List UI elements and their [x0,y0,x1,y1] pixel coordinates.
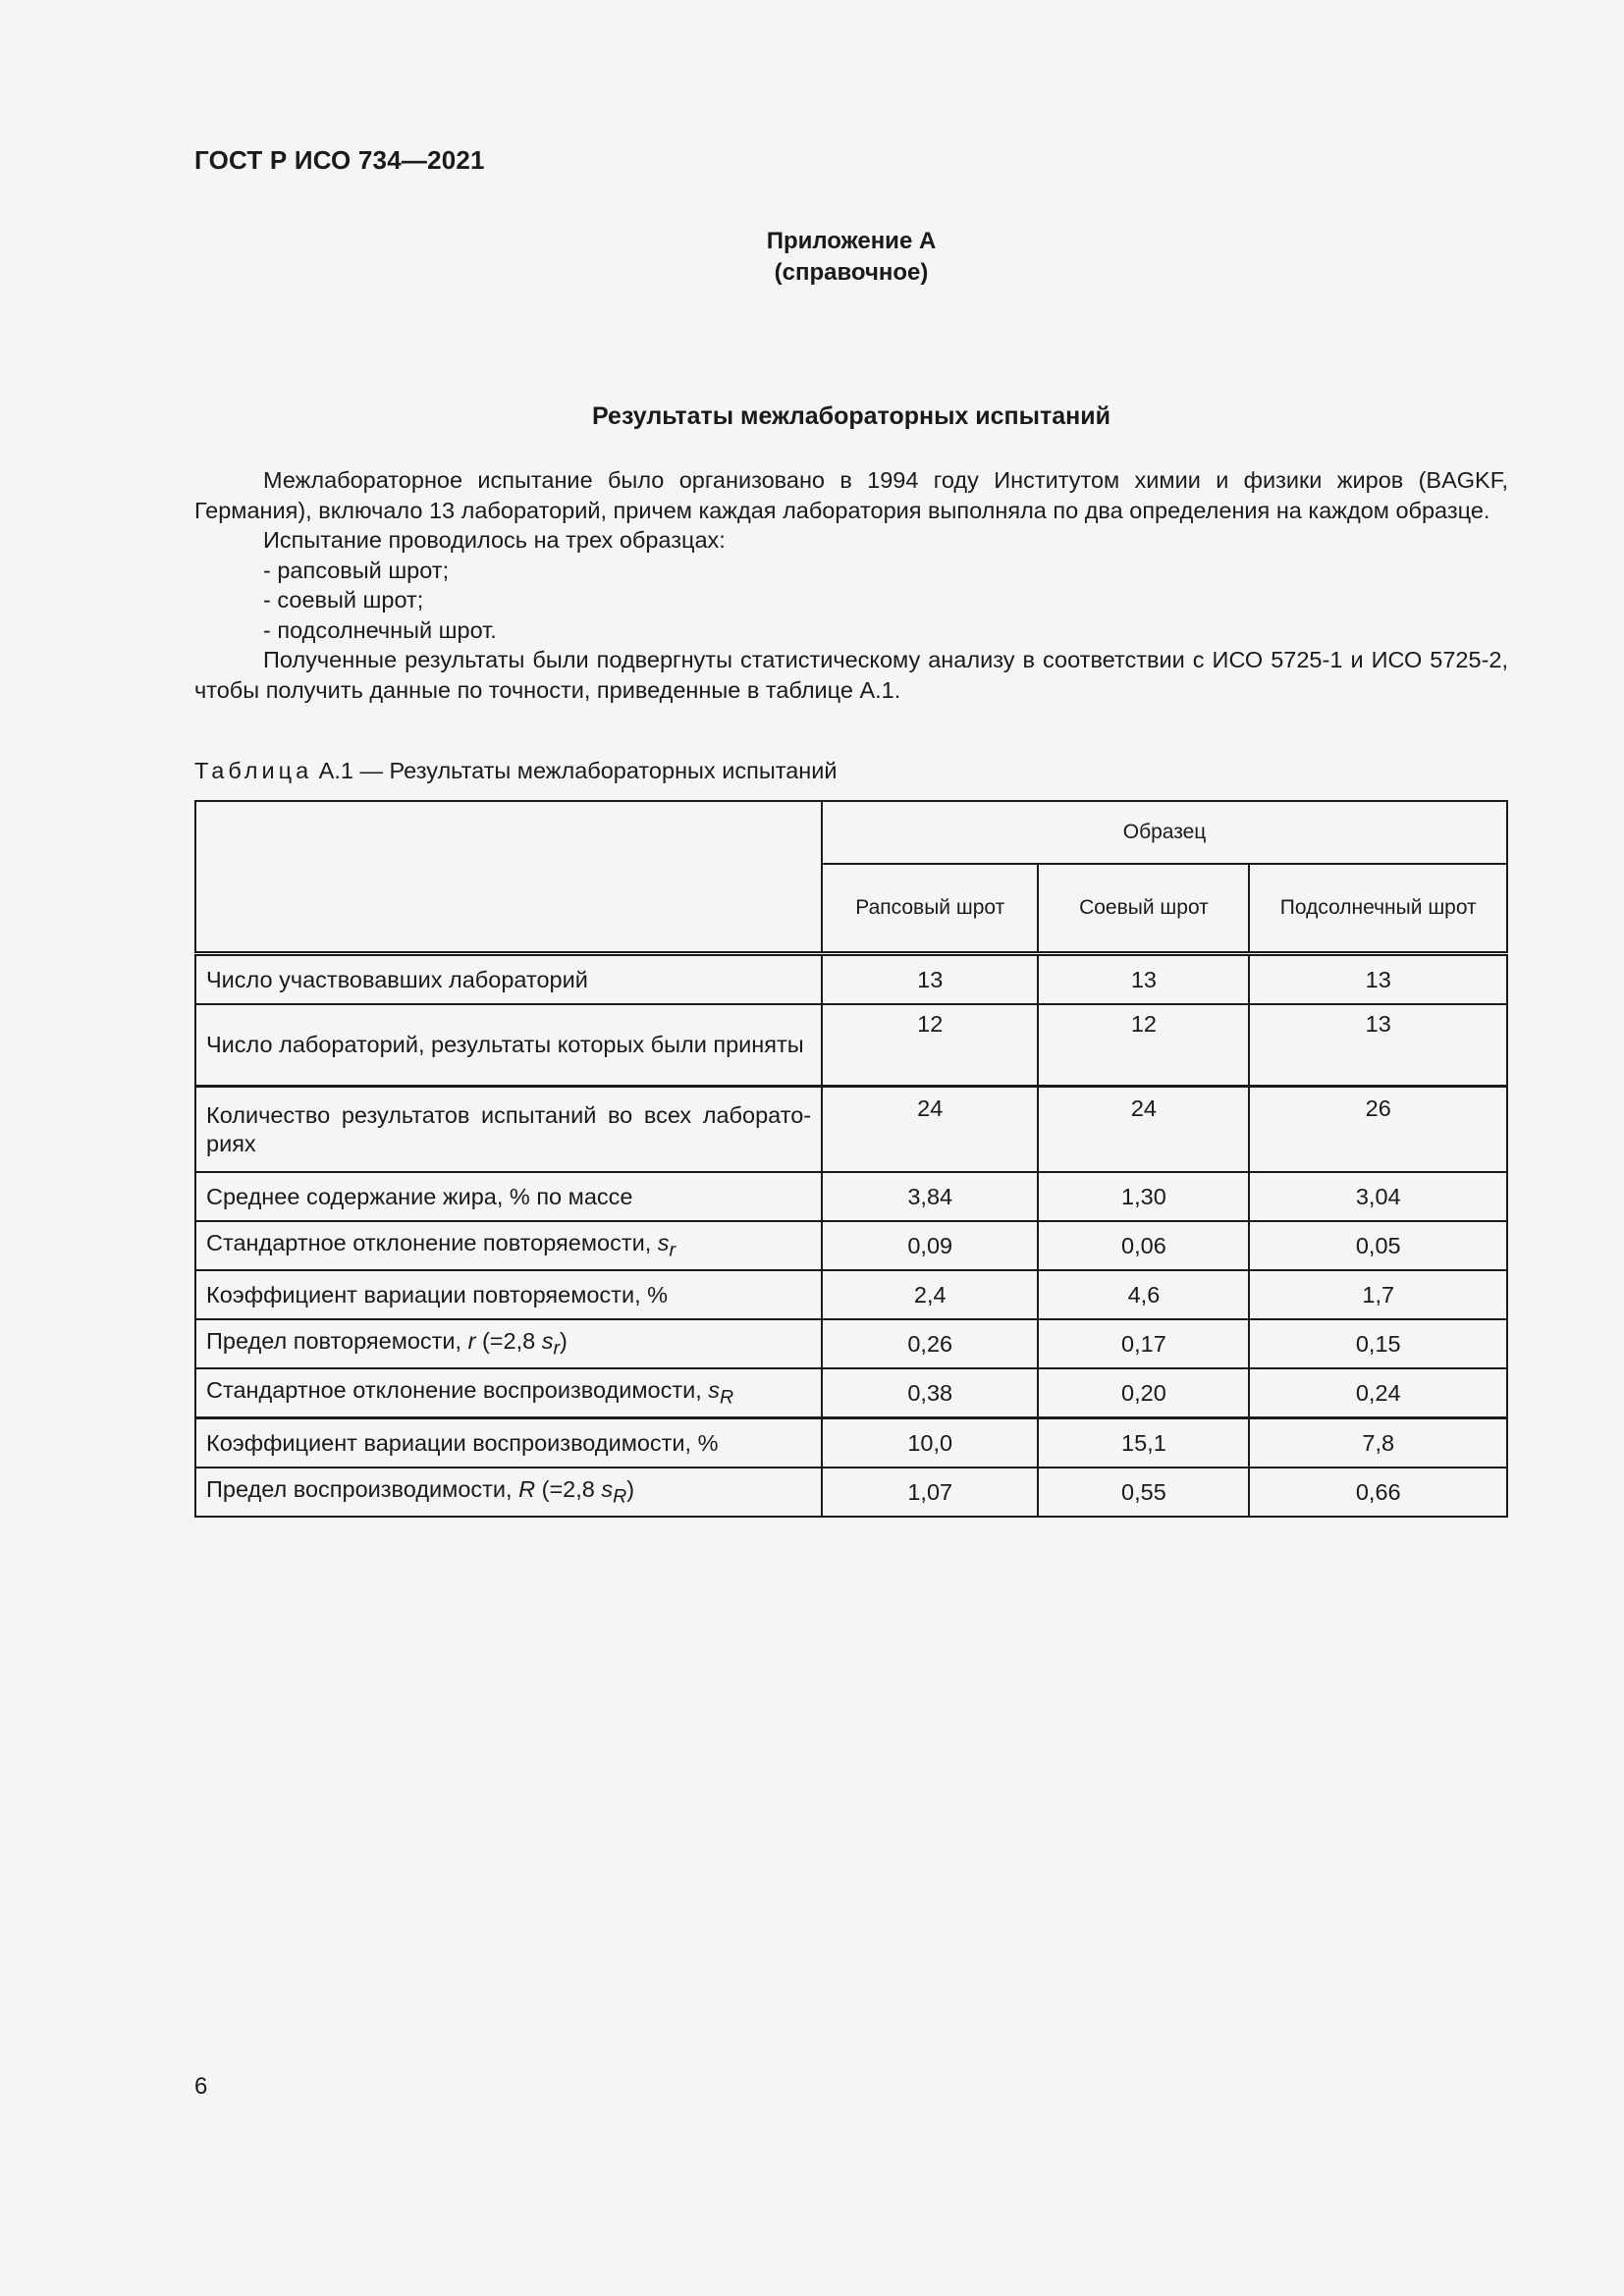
table-cell: 3,84 [822,1172,1038,1221]
column-header: Соевый шрот [1038,864,1249,954]
row-label [195,1468,822,1517]
appendix-title: Приложение А [766,228,937,254]
list-item: - подсолнечный шрот. [263,616,497,643]
table-caption-text: А.1 — Результаты межлабораторных испытаний [312,758,838,783]
paragraph-analysis: Полученные результаты были подвергнуты статистическому анализу в соответствии с ИСО 5725-1 и ИСО 5725-2, чтобы получить данные по точности, приведенные в таблице А.1. [194,647,1508,703]
row-label-text: Предел воспроизводимости, [206,1475,519,1502]
row-label-text: ) [626,1475,635,1502]
row-label-text: Предел повторяемости, [206,1327,468,1354]
row-label-text: (=2,8 [475,1327,542,1354]
row-label: Число лабораторий, результаты которых были приняты [195,1004,822,1087]
table-row [195,1270,1507,1319]
table-row [195,954,1507,1005]
table-cell: 7,8 [1249,1418,1507,1468]
table-cell: 0,05 [1249,1221,1507,1270]
table-cell: 15,1 [1038,1418,1249,1468]
paragraph-intro: Межлабораторное испытание было организовано в 1994 году Институтом химии и физики жиров (BAGKF, Германия), включало 13 лабораторий, причем каждая лаборатория выполняла по два определения на каждом образце. [194,467,1508,523]
symbol: s [601,1475,614,1502]
table-row [195,1319,1507,1368]
table-cell: 1,07 [822,1468,1038,1517]
table-cell: 0,26 [822,1319,1038,1368]
table-cell: 3,04 [1249,1172,1507,1221]
section-title: Результаты межлабораторных испытаний [591,402,1110,430]
body-text [194,465,1508,705]
table-row [195,1087,1507,1173]
symbol: R [518,1475,536,1502]
row-label [195,1368,822,1418]
symbol-subscript: r [669,1239,677,1261]
results-table [194,800,1508,1518]
table-cell: 0,09 [822,1221,1038,1270]
symbol: s [657,1229,670,1255]
symbol-subscript: R [720,1386,734,1409]
row-label: Количество результатов испытаний во всех лаборато-риях [195,1087,822,1173]
table-cell: 24 [822,1087,1038,1173]
document-id: ГОСТ Р ИСО 734—2021 [194,145,485,175]
table-cell: 4,6 [1038,1270,1249,1319]
appendix-subtitle: (справочное) [774,259,929,286]
table-cell: 0,06 [1038,1221,1249,1270]
table-cell: 0,15 [1249,1319,1507,1368]
table-group-header: Образец [822,801,1507,864]
table-cell: 12 [822,1004,1038,1087]
table-row [195,1368,1507,1418]
table-row [195,1172,1507,1221]
symbol: s [541,1327,554,1354]
row-label: Коэффициент вариации воспроизводимости, % [195,1418,822,1468]
table-row [195,1468,1507,1517]
paragraph-samples: Испытание проводилось на трех образцах: [263,527,726,553]
table-caption [194,758,838,784]
table-cell: 2,4 [822,1270,1038,1319]
table-cell: 0,17 [1038,1319,1249,1368]
table-cell: 13 [1249,1004,1507,1087]
list-item: - соевый шрот; [263,587,424,613]
table-cell: 26 [1249,1087,1507,1173]
table-cell: 0,20 [1038,1368,1249,1418]
column-header: Подсолнечный шрот [1249,864,1507,954]
table-corner-cell [195,801,822,954]
row-label-text: ) [560,1327,568,1354]
page-number: 6 [194,2073,208,2100]
table-cell: 1,7 [1249,1270,1507,1319]
row-label-text: Стандартное отклонение повторяемости, [206,1229,658,1255]
table-cell: 0,38 [822,1368,1038,1418]
row-label-text: Стандартное отклонение воспроизводимости, [206,1376,709,1403]
table-cell: 10,0 [822,1418,1038,1468]
table-cell: 0,55 [1038,1468,1249,1517]
table-cell: 1,30 [1038,1172,1249,1221]
column-header: Рапсовый шрот [822,864,1038,954]
row-label [195,1221,822,1270]
table-cell: 13 [1038,954,1249,1005]
symbol-subscript: r [553,1337,561,1360]
appendix-heading [194,226,1508,289]
row-label: Число участвовавших лабораторий [195,954,822,1005]
row-label-text: (=2,8 [535,1475,602,1502]
table-caption-prefix: Таблица [194,758,313,783]
table-cell: 12 [1038,1004,1249,1087]
table-cell: 13 [1249,954,1507,1005]
symbol: s [708,1376,721,1403]
row-label [195,1319,822,1368]
table-cell: 13 [822,954,1038,1005]
table-row [195,1221,1507,1270]
table-cell: 0,24 [1249,1368,1507,1418]
table-row [195,1418,1507,1468]
table-row [195,1004,1507,1087]
list-item: - рапсовый шрот; [263,557,450,583]
symbol-subscript: R [613,1485,627,1508]
table-cell: 24 [1038,1087,1249,1173]
table-cell: 0,66 [1249,1468,1507,1517]
row-label: Коэффициент вариации повторяемости, % [195,1270,822,1319]
symbol: r [467,1327,476,1354]
row-label: Среднее содержание жира, % по массе [195,1172,822,1221]
